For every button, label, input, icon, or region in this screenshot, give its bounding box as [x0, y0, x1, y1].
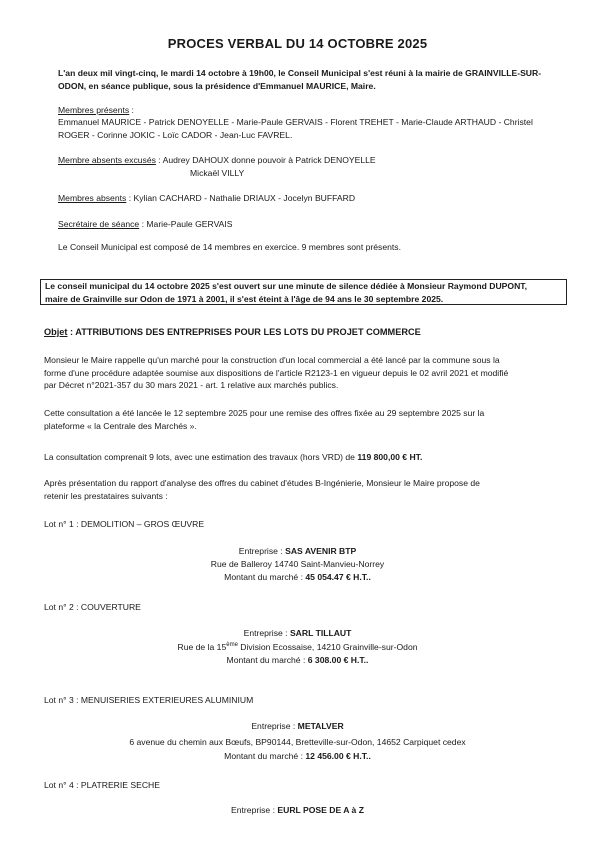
lot-2-amount-prefix: Montant du marché :: [226, 655, 308, 665]
paragraph-market-line-3: par Décret n°2021-357 du 30 mars 2021 - art. 1 relative aux marchés publics.: [44, 380, 339, 390]
intro-paragraph: [58, 67, 568, 92]
lot-1-company-name: SAS AVENIR BTP: [285, 546, 357, 556]
intro-line-1: L'an deux mil vingt-cinq, le mardi 14 octobre à 19h00, le Conseil Municipal s'est réuni à la mairie de GRAINVILLE-SUR-: [58, 68, 542, 78]
lot-2-amount: [0, 654, 595, 667]
intro-line-2: ODON, en séance publique, sous la présidence d'Emmanuel MAURICE, Maire.: [58, 80, 376, 91]
lot-3-company-name: METALVER: [297, 721, 344, 731]
lot-3-address: 6 avenue du chemin aux Bœufs, BP90144, Bretteville-sur-Odon, 14652 Carpiquet cedex: [129, 737, 466, 747]
estimate-amount: 119 800,00 € HT.: [357, 452, 423, 462]
lot-2-label: Lot n° 2 : COUVERTURE: [44, 602, 141, 612]
lot-3-amount-prefix: Montant du marché :: [224, 751, 306, 761]
tribute-line-2: maire de Grainville sur Odon de 1971 à 2001, il s'est éteint à l'âge de 94 ans le 30 septembre 2025.: [45, 293, 444, 304]
lot-4-label: Lot n° 4 : PLATRERIE SECHE: [44, 780, 160, 790]
tribute-box: [40, 279, 567, 305]
members-excused: [58, 154, 573, 179]
lot-1-amount-prefix: Montant du marché :: [224, 572, 306, 582]
members-absent: [58, 192, 355, 205]
members-excused-line-2: Mickaël VILLY: [190, 167, 245, 178]
members-present-list: [58, 116, 573, 141]
lot-4-company-name: EURL POSE DE A à Z: [277, 805, 364, 815]
lot-1-amount-value: 45 054.47 € H.T..: [305, 572, 371, 582]
members-present-line-2: ROGER - Corinne JOKIC - Loïc CADOR - Jean-Luc FAVREL.: [58, 129, 293, 140]
members-excused-line-1: : Audrey DAHOUX donne pouvoir à Patrick DENOYELLE: [155, 155, 376, 165]
lot-2-amount-value: 6 308.00 € H.T..: [307, 655, 369, 665]
lot-1-address: Rue de Balleroy 14740 Saint-Manvieu-Norrey: [210, 559, 385, 569]
lot-3-label: Lot n° 3 : MENUISERIES EXTERIEURES ALUMINIUM: [44, 695, 254, 705]
paragraph-proposal: [44, 477, 571, 502]
members-absent-label: Membres absents: [58, 193, 127, 203]
lot-2-company-prefix: Entreprise :: [243, 628, 290, 638]
secretary-label: Secrétaire de séance: [58, 219, 140, 229]
lot-1-company-prefix: Entreprise :: [238, 546, 286, 556]
members-present-colon: :: [129, 105, 134, 115]
lot-2-company-name: SARL TILLAUT: [289, 628, 352, 638]
members-present-line-1: Emmanuel MAURICE - Patrick DENOYELLE - Marie-Paule GERVAIS - Florent TREHET - Marie-Claude ARTHAUD - Christel: [58, 117, 533, 127]
lot-2-address-sup: ème: [226, 642, 238, 649]
paragraph-consultation-line-2: plateforme « la Centrale des Marchés ».: [44, 420, 197, 431]
secretary-text: : Marie-Paule GERVAIS: [139, 219, 233, 229]
objet-text: : ATTRIBUTIONS DES ENTREPRISES POUR LES LOTS DU PROJET COMMERCE: [67, 327, 421, 337]
page-title: PROCES VERBAL DU 14 OCTOBRE 2025: [167, 36, 428, 51]
paragraph-consultation: [44, 407, 571, 432]
lot-4-company: [0, 804, 595, 817]
paragraph-estimate-text: La consultation comprenait 9 lots, avec une estimation des travaux (hors VRD) de: [44, 452, 358, 462]
objet-label: Objet: [44, 327, 68, 337]
lot-1-amount: [0, 571, 595, 584]
members-present-heading: [58, 104, 134, 117]
paragraph-market-line-1: Monsieur le Maire rappelle qu'un marché pour la construction d'un local commercial a été lancé par la commune sous la: [44, 355, 500, 365]
objet-heading: [44, 326, 421, 339]
paragraph-market-line-2: forme d'une procédure adaptée soumise aux dispositions de l'article R2123-1 en vigueur depuis le 02 avril 2021 et modifié: [44, 367, 509, 378]
paragraph-consultation-line-1: Cette consultation a été lancée le 12 septembre 2025 pour une remise des offres fixée au 29 septembre 2025 sur la: [44, 408, 485, 418]
lot-2-address-pre: Rue de la 15: [177, 642, 227, 652]
lot-1-company: [0, 545, 595, 558]
paragraph-market: [44, 354, 571, 392]
lot-3-company: [0, 720, 595, 733]
lot-2-address-post: Division Ecossaise, 14210 Grainville-sur-Odon: [237, 642, 418, 652]
lot-3-company-prefix: Entreprise :: [251, 721, 298, 731]
members-absent-text: : Kylian CACHARD - Nathalie DRIAUX - Jocelyn BUFFARD: [126, 193, 356, 203]
paragraph-proposal-line-1: Après présentation du rapport d'analyse des offres du cabinet d'études B-Ingénierie, Monsieur le Maire propose de: [44, 478, 480, 488]
secretary: [58, 218, 233, 231]
members-present-label: Membres présents: [58, 105, 130, 115]
composition-text: Le Conseil Municipal est composé de 14 membres en exercice. 9 membres sont présents.: [58, 242, 401, 252]
paragraph-estimate: [44, 451, 571, 464]
members-excused-label: Membre absents excusés: [58, 155, 156, 165]
lot-1-label: Lot n° 1 : DEMOLITION – GROS ŒUVRE: [44, 519, 205, 529]
lot-4-company-prefix: Entreprise :: [231, 805, 278, 815]
lot-3-amount: [0, 750, 595, 763]
tribute-line-1: Le conseil municipal du 14 octobre 2025 s'est ouvert sur une minute de silence dédiée à Monsieur Raymond DUPONT,: [45, 281, 527, 291]
lot-2-address: [0, 641, 595, 654]
paragraph-proposal-line-2: retenir les prestataires suivants :: [44, 490, 168, 501]
lot-3-amount-value: 12 456.00 € H.T..: [305, 751, 371, 761]
lot-2-company: [0, 627, 595, 640]
